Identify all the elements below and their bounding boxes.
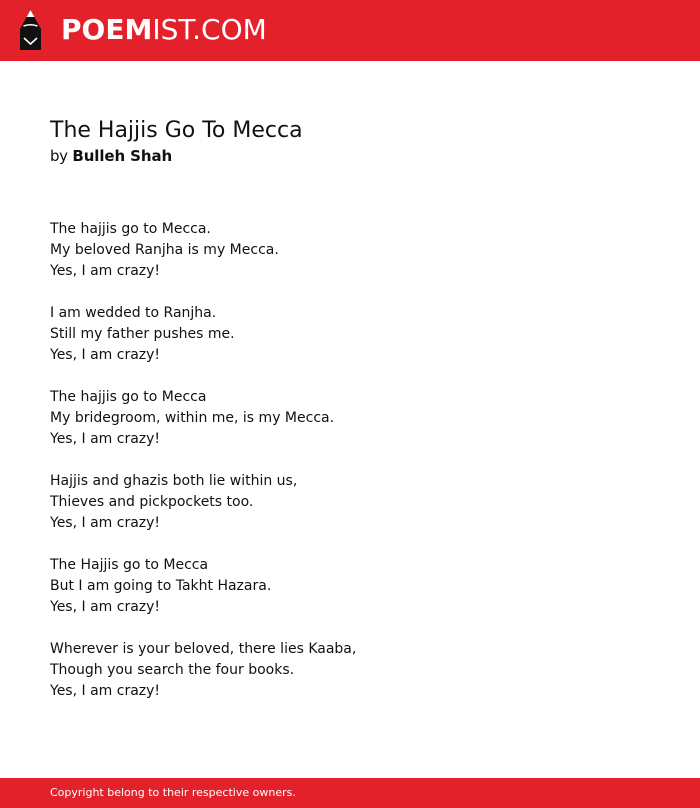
poem-stanza — [50, 303, 650, 366]
poem-author: Bulleh Shah — [72, 147, 173, 165]
poem-stanza — [50, 639, 650, 702]
poem-line: Thieves and pickpockets too. — [50, 494, 254, 510]
poem-byline — [50, 146, 650, 166]
poem-line: Yes, I am crazy! — [50, 515, 161, 531]
poem-line: Yes, I am crazy! — [50, 347, 161, 363]
poem-line: Wherever is your beloved, there lies Kaaba, — [50, 641, 357, 657]
poem-stanza — [50, 471, 650, 534]
site-logo-link[interactable] — [61, 12, 267, 48]
poem-line: My beloved Ranjha is my Mecca. — [50, 242, 279, 258]
poem-stanza — [50, 555, 650, 618]
poem-line: Though you search the four books. — [50, 662, 295, 678]
poem-line: I am wedded to Ranjha. — [50, 305, 217, 321]
poem-body — [50, 219, 650, 723]
pencil-logo-icon[interactable] — [17, 9, 44, 52]
by-label: by — [50, 147, 68, 165]
logo-bold-text: POEM — [61, 13, 153, 46]
poem-line: Still my father pushes me. — [50, 326, 235, 342]
poem-line: Yes, I am crazy! — [50, 599, 161, 615]
copyright-text: Copyright belong to their respective owners. — [50, 786, 296, 799]
poem-line: Yes, I am crazy! — [50, 683, 161, 699]
site-header — [0, 0, 700, 61]
site-footer — [0, 778, 700, 808]
poem-line: Yes, I am crazy! — [50, 431, 161, 447]
poem-line: Hajjis and ghazis both lie within us, — [50, 473, 298, 489]
poem-title: The Hajjis Go To Mecca — [50, 118, 303, 143]
poem-header — [50, 114, 650, 166]
poem-stanza — [50, 387, 650, 450]
poem-line: But I am going to Takht Hazara. — [50, 578, 272, 594]
poem-line: The hajjis go to Mecca — [50, 389, 207, 405]
poem-line: The hajjis go to Mecca. — [50, 221, 211, 237]
poem-line: The Hajjis go to Mecca — [50, 557, 209, 573]
poem-stanza — [50, 219, 650, 282]
logo-light-text: IST.COM — [152, 13, 267, 46]
poem-line: My bridegroom, within me, is my Mecca. — [50, 410, 335, 426]
poem-line: Yes, I am crazy! — [50, 263, 161, 279]
